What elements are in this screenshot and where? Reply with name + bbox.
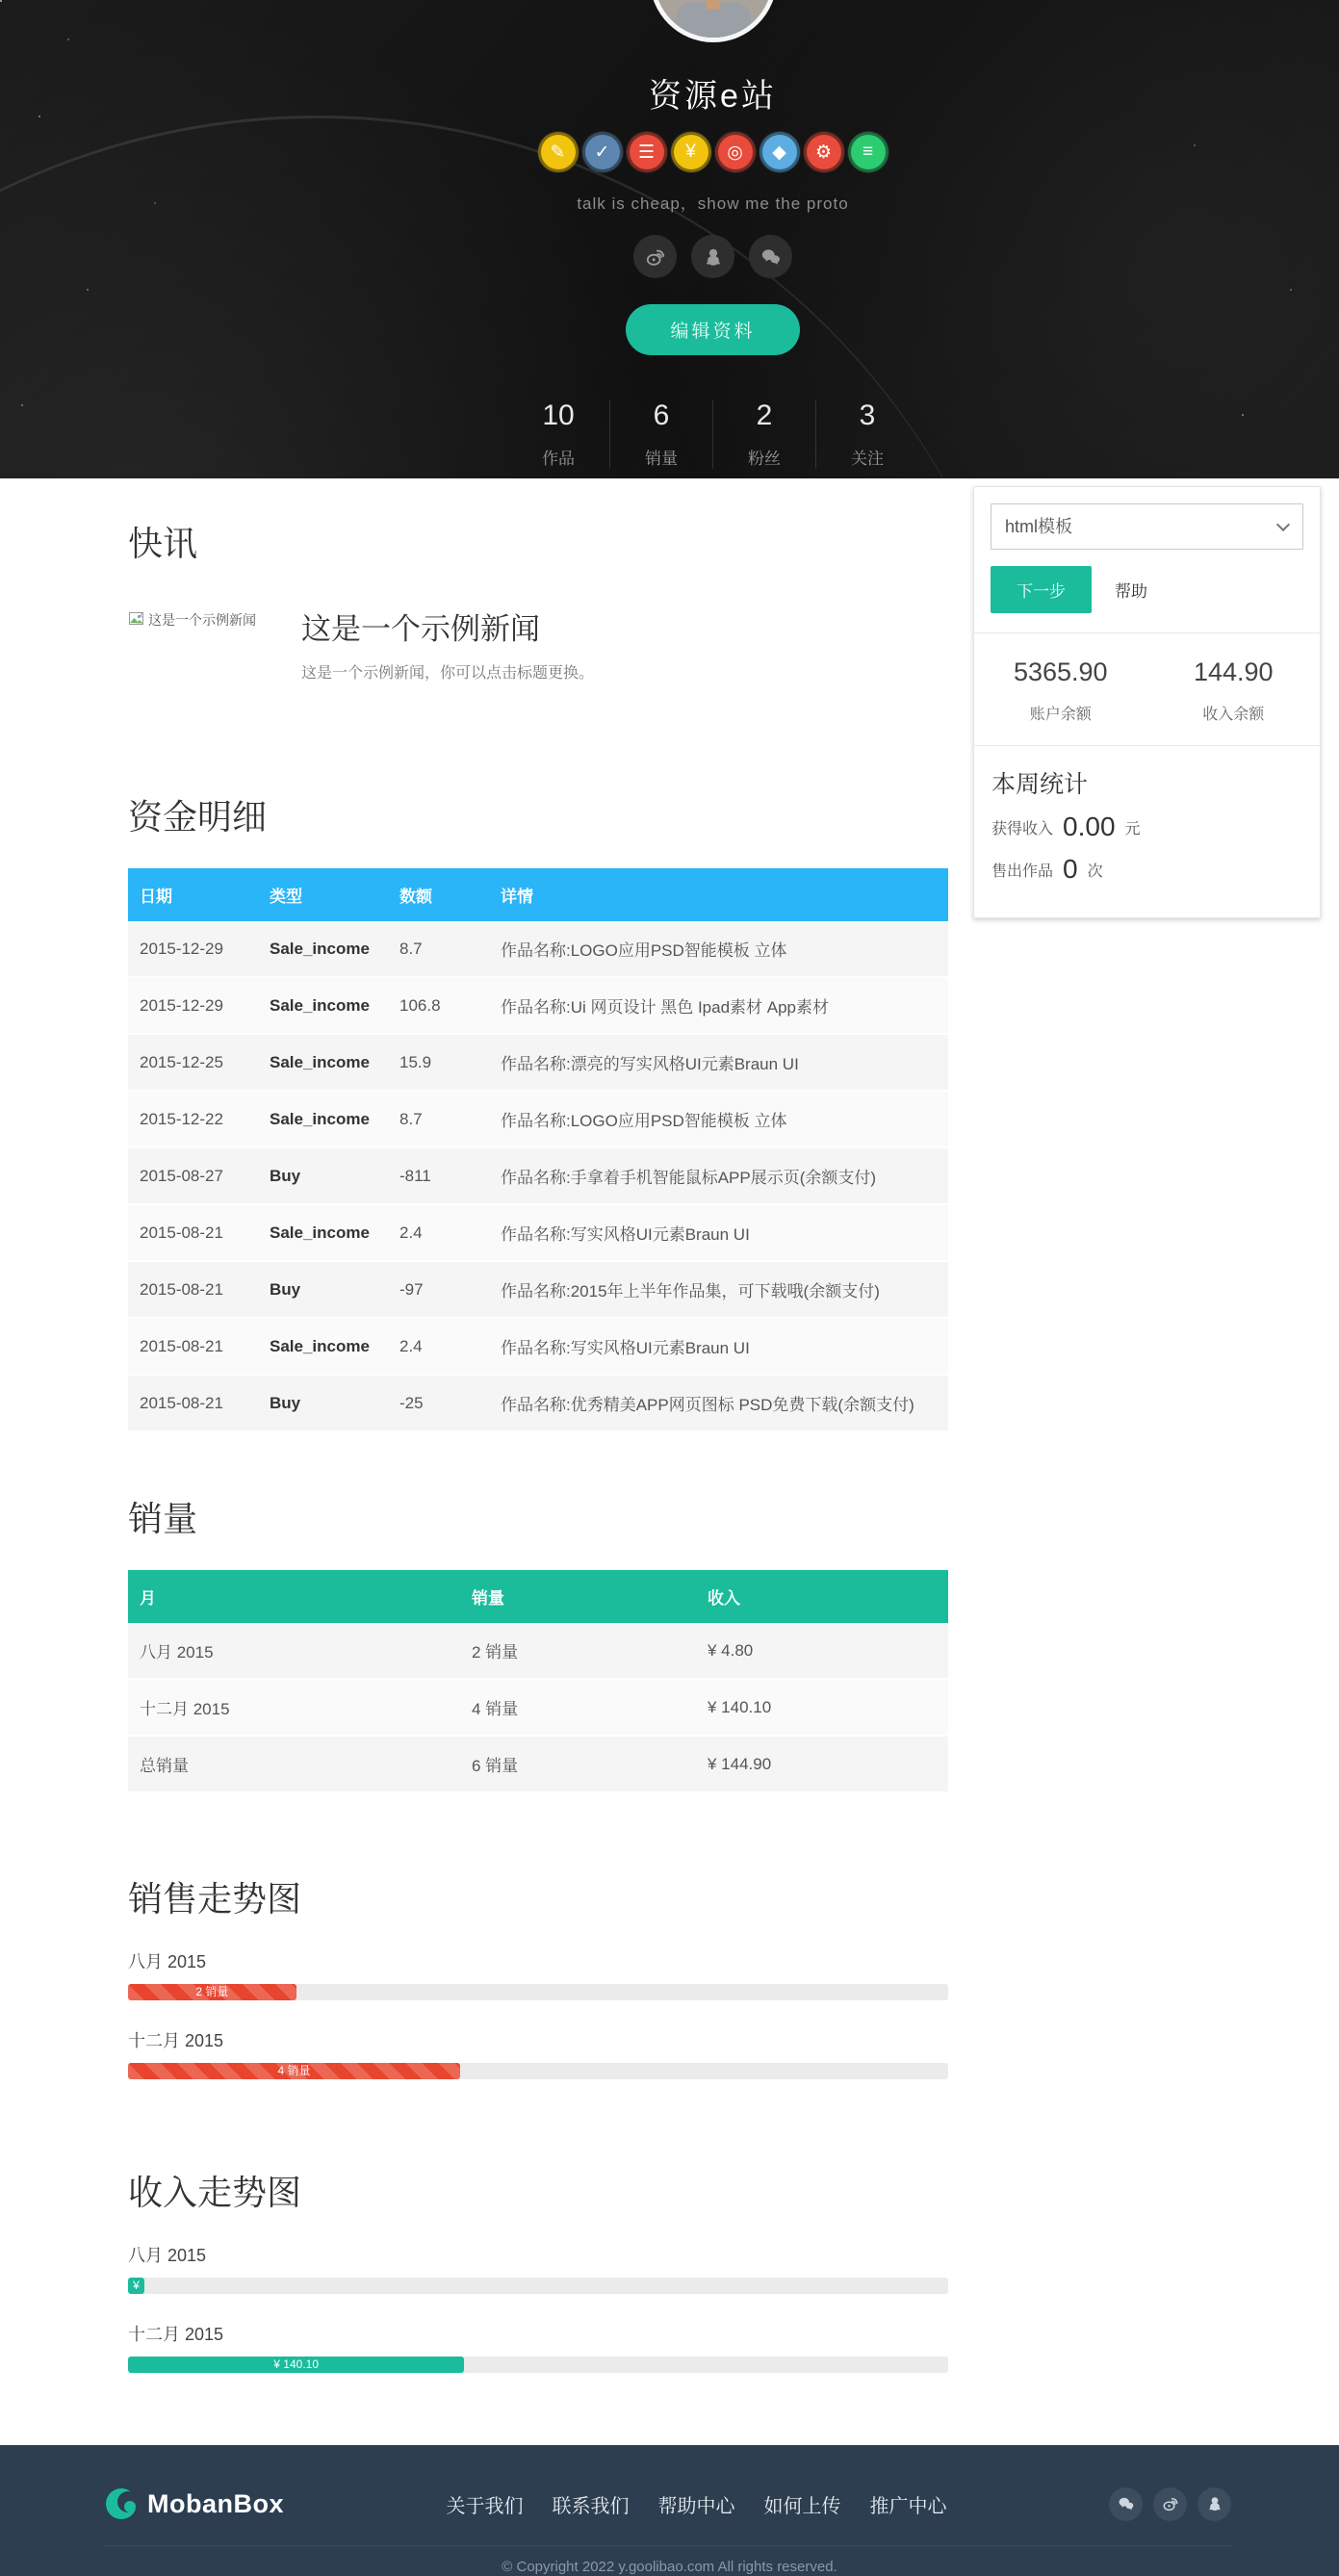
table-row xyxy=(128,1623,948,1679)
footer-link-contact[interactable]: 联系我们 xyxy=(552,2495,630,2517)
footer-link-promo[interactable]: 推广中心 xyxy=(869,2495,947,2517)
fund-detail: 作品名称:优秀精美APP网页图标 PSD免费下载(余额支付) xyxy=(489,1375,948,1431)
balances-row xyxy=(974,632,1320,745)
template-select[interactable] xyxy=(991,503,1303,550)
sidebar xyxy=(973,483,1321,2373)
stat-following-label: 关注 xyxy=(851,450,884,468)
fund-type: Buy xyxy=(258,1147,388,1204)
doc-edit-badge-icon: ✎ xyxy=(538,132,579,172)
income-balance xyxy=(1147,657,1321,724)
sales-chart-title: 销售走势图 xyxy=(128,1879,302,1919)
funds-table xyxy=(128,868,948,1432)
sales-section-title: 销量 xyxy=(128,1499,198,1538)
sales-header-row xyxy=(128,1570,948,1623)
income-bar-label: 十二月 2015 xyxy=(128,2325,224,2344)
fund-date: 2015-08-21 xyxy=(128,1375,258,1431)
funds-col-amount: 数额 xyxy=(388,868,489,921)
table-row xyxy=(128,1261,948,1318)
fund-type: Buy xyxy=(258,1375,388,1431)
sales-col-sales: 销量 xyxy=(460,1570,696,1623)
fund-type: Sale_income xyxy=(258,1204,388,1261)
mobanbox-logo-icon xyxy=(103,2486,140,2522)
sales-income: ¥ 140.10 xyxy=(696,1679,948,1736)
table-row xyxy=(128,977,948,1034)
fund-type: Sale_income xyxy=(258,1318,388,1375)
week-sold-label: 售出作品 xyxy=(991,863,1054,880)
avatar-image xyxy=(655,0,772,38)
table-row xyxy=(128,1147,948,1204)
sales-table xyxy=(128,1570,948,1793)
news-item xyxy=(128,605,948,683)
week-income-value: 0.00 xyxy=(1063,811,1116,841)
footer-divider xyxy=(103,2545,1231,2546)
weibo-icon[interactable] xyxy=(1153,2487,1187,2521)
site-footer xyxy=(0,2445,1339,2576)
next-step-button[interactable]: 下一步 xyxy=(991,566,1092,613)
sales-income: ¥ 144.90 xyxy=(696,1736,948,1792)
news-title[interactable]: 这是一个示例新闻 xyxy=(301,612,540,646)
stat-sales-label: 销量 xyxy=(645,450,678,468)
fund-amount: -25 xyxy=(388,1375,489,1431)
fund-date: 2015-08-21 xyxy=(128,1318,258,1375)
table-row xyxy=(128,1375,948,1431)
fund-detail: 作品名称:Ui 网页设计 黑色 Ipad素材 App素材 xyxy=(489,977,948,1034)
funds-section-title: 资金明细 xyxy=(128,797,268,837)
sales-count: 6 销量 xyxy=(460,1736,696,1792)
income-balance-value: 144.90 xyxy=(1193,657,1274,686)
edit-profile-button[interactable]: 编辑资料 xyxy=(626,304,799,355)
fund-detail: 作品名称:LOGO应用PSD智能模板 立体 xyxy=(489,1091,948,1147)
stat-sales-value: 6 xyxy=(653,399,670,431)
funds-header-row xyxy=(128,868,948,921)
wechat-icon[interactable] xyxy=(1109,2487,1143,2521)
footer-brand[interactable] xyxy=(103,2486,284,2522)
fund-type: Sale_income xyxy=(258,921,388,977)
week-sold-row xyxy=(991,854,1302,885)
sales-col-income: 收入 xyxy=(696,1570,948,1623)
fund-type: Sale_income xyxy=(258,977,388,1034)
fund-detail: 作品名称:写实风格UI元素Braun UI xyxy=(489,1204,948,1261)
funds-col-date: 日期 xyxy=(128,868,258,921)
table-row xyxy=(128,1736,948,1792)
sales-progress-bar: 4 销量 xyxy=(128,2063,460,2079)
weibo-icon[interactable] xyxy=(633,235,677,278)
gear-badge-icon: ⚙ xyxy=(804,132,844,172)
stat-fans-value: 2 xyxy=(756,399,773,431)
income-bar-label: 八月 2015 xyxy=(128,2246,207,2265)
wechat-icon[interactable] xyxy=(749,235,792,278)
doc-like-badge-icon: ✓ xyxy=(582,132,623,172)
sales-month: 八月 2015 xyxy=(128,1623,460,1679)
week-sold-value: 0 xyxy=(1063,854,1078,884)
menu-badge-icon: ≡ xyxy=(848,132,888,172)
news-thumbnail xyxy=(128,605,290,683)
avatar[interactable] xyxy=(650,0,777,42)
fund-amount: 2.4 xyxy=(388,1204,489,1261)
table-row xyxy=(128,1318,948,1375)
sales-bar-label: 八月 2015 xyxy=(128,1952,207,1971)
stat-sales[interactable] xyxy=(609,399,712,469)
template-select-wrap xyxy=(991,503,1303,550)
qq-icon[interactable] xyxy=(1197,2487,1231,2521)
fund-amount: 8.7 xyxy=(388,1091,489,1147)
week-income-row xyxy=(991,811,1302,842)
account-balance-label: 账户余额 xyxy=(1029,707,1092,723)
main-column xyxy=(128,483,948,2373)
footer-social-row xyxy=(1109,2487,1231,2521)
search-hex-badge-icon: ◆ xyxy=(760,132,800,172)
table-row xyxy=(128,921,948,977)
week-stats-section xyxy=(974,745,1320,917)
social-row xyxy=(87,235,1339,278)
fund-date: 2015-12-25 xyxy=(128,1034,258,1091)
sales-count: 4 销量 xyxy=(460,1679,696,1736)
income-chart-title: 收入走势图 xyxy=(128,2173,302,2212)
news-section-title: 快讯 xyxy=(128,524,198,563)
stats-row xyxy=(87,399,1339,469)
fund-amount: -811 xyxy=(388,1147,489,1204)
fund-detail: 作品名称:漂亮的写实风格UI元素Braun UI xyxy=(489,1034,948,1091)
income-balance-label: 收入余额 xyxy=(1202,707,1265,723)
profile-title: 资源e站 xyxy=(649,78,777,115)
fund-amount: 106.8 xyxy=(388,977,489,1034)
footer-nav xyxy=(447,2490,947,2518)
fund-amount: 8.7 xyxy=(388,921,489,977)
week-income-unit: 元 xyxy=(1124,820,1141,837)
fund-date: 2015-08-21 xyxy=(128,1261,258,1318)
fund-detail: 作品名称:2015年上半年作品集，可下载哦(余额支付) xyxy=(489,1261,948,1318)
table-row xyxy=(128,1679,948,1736)
news-body xyxy=(301,605,594,683)
doc-list-badge-icon: ☰ xyxy=(627,132,667,172)
stat-fans-label: 粉丝 xyxy=(748,450,781,468)
fund-detail: 作品名称:手拿着手机智能鼠标APP展示页(余额支付) xyxy=(489,1147,948,1204)
broken-image-icon xyxy=(128,610,290,630)
sales-income: ¥ 4.80 xyxy=(696,1623,948,1679)
stat-works[interactable] xyxy=(507,399,609,469)
sales-count: 2 销量 xyxy=(460,1623,696,1679)
fund-date: 2015-08-27 xyxy=(128,1147,258,1204)
stat-fans[interactable] xyxy=(712,399,815,469)
money-badge-icon: ¥ xyxy=(671,132,711,172)
fund-date: 2015-12-29 xyxy=(128,921,258,977)
stat-following[interactable] xyxy=(815,399,918,469)
week-income-label: 获得收入 xyxy=(991,820,1054,837)
stat-works-label: 作品 xyxy=(542,450,575,468)
week-stats-title: 本周统计 xyxy=(991,771,1089,798)
funds-col-type: 类型 xyxy=(258,868,388,921)
fund-amount: -97 xyxy=(388,1261,489,1318)
fund-date: 2015-12-29 xyxy=(128,977,258,1034)
account-balance-value: 5365.90 xyxy=(1013,657,1108,686)
fund-date: 2015-08-21 xyxy=(128,1204,258,1261)
lifebuoy-badge-icon: ◎ xyxy=(715,132,756,172)
sales-bar-label: 十二月 2015 xyxy=(128,2031,224,2050)
fund-detail: 作品名称:LOGO应用PSD智能模板 立体 xyxy=(489,921,948,977)
news-description: 这是一个示例新闻，你可以点击标题更换。 xyxy=(301,665,595,682)
funds-col-detail: 详情 xyxy=(489,868,948,921)
profile-header xyxy=(0,0,1339,478)
fund-amount: 15.9 xyxy=(388,1034,489,1091)
footer-link-upload[interactable]: 如何上传 xyxy=(763,2495,841,2517)
sales-col-month: 月 xyxy=(128,1570,460,1623)
copyright-text: © Copyright 2022 y.goolibao.com All rights reserved. xyxy=(502,2559,837,2575)
fund-date: 2015-12-22 xyxy=(128,1091,258,1147)
account-balance xyxy=(974,657,1147,724)
footer-link-help[interactable]: 帮助中心 xyxy=(657,2495,735,2517)
fund-amount: 2.4 xyxy=(388,1318,489,1375)
sidebar-card xyxy=(973,486,1321,918)
badge-row xyxy=(87,132,1339,172)
income-progress-track xyxy=(128,2357,948,2373)
sales-month: 十二月 2015 xyxy=(128,1679,460,1736)
fund-detail: 作品名称:写实风格UI元素Braun UI xyxy=(489,1318,948,1375)
income-progress-track xyxy=(128,2278,948,2294)
profile-tagline: talk is cheap，show me the proto xyxy=(577,194,849,213)
table-row xyxy=(128,1034,948,1091)
sales-progress-track xyxy=(128,2063,948,2079)
stat-following-value: 3 xyxy=(859,399,876,431)
week-sold-unit: 次 xyxy=(1087,863,1103,880)
footer-brand-name: MobanBox xyxy=(147,2488,284,2518)
fund-type: Sale_income xyxy=(258,1034,388,1091)
sales-progress-bar: 2 销量 xyxy=(128,1984,296,2000)
sales-progress-track xyxy=(128,1984,948,2000)
news-image-alt-text: 这是一个示例新闻 xyxy=(148,612,256,628)
stat-works-value: 10 xyxy=(542,399,575,431)
table-row xyxy=(128,1204,948,1261)
income-progress-bar: ¥ 140.10 xyxy=(128,2357,464,2373)
qq-icon[interactable] xyxy=(691,235,734,278)
page-body xyxy=(0,478,1339,2445)
fund-type: Buy xyxy=(258,1261,388,1318)
income-progress-bar: ¥ xyxy=(128,2278,144,2294)
broken-image-glyph xyxy=(128,610,145,628)
table-row xyxy=(128,1091,948,1147)
footer-link-about[interactable]: 关于我们 xyxy=(446,2495,524,2517)
sales-month: 总销量 xyxy=(128,1736,460,1792)
help-link[interactable]: 帮助 xyxy=(1115,582,1147,601)
fund-type: Sale_income xyxy=(258,1091,388,1147)
